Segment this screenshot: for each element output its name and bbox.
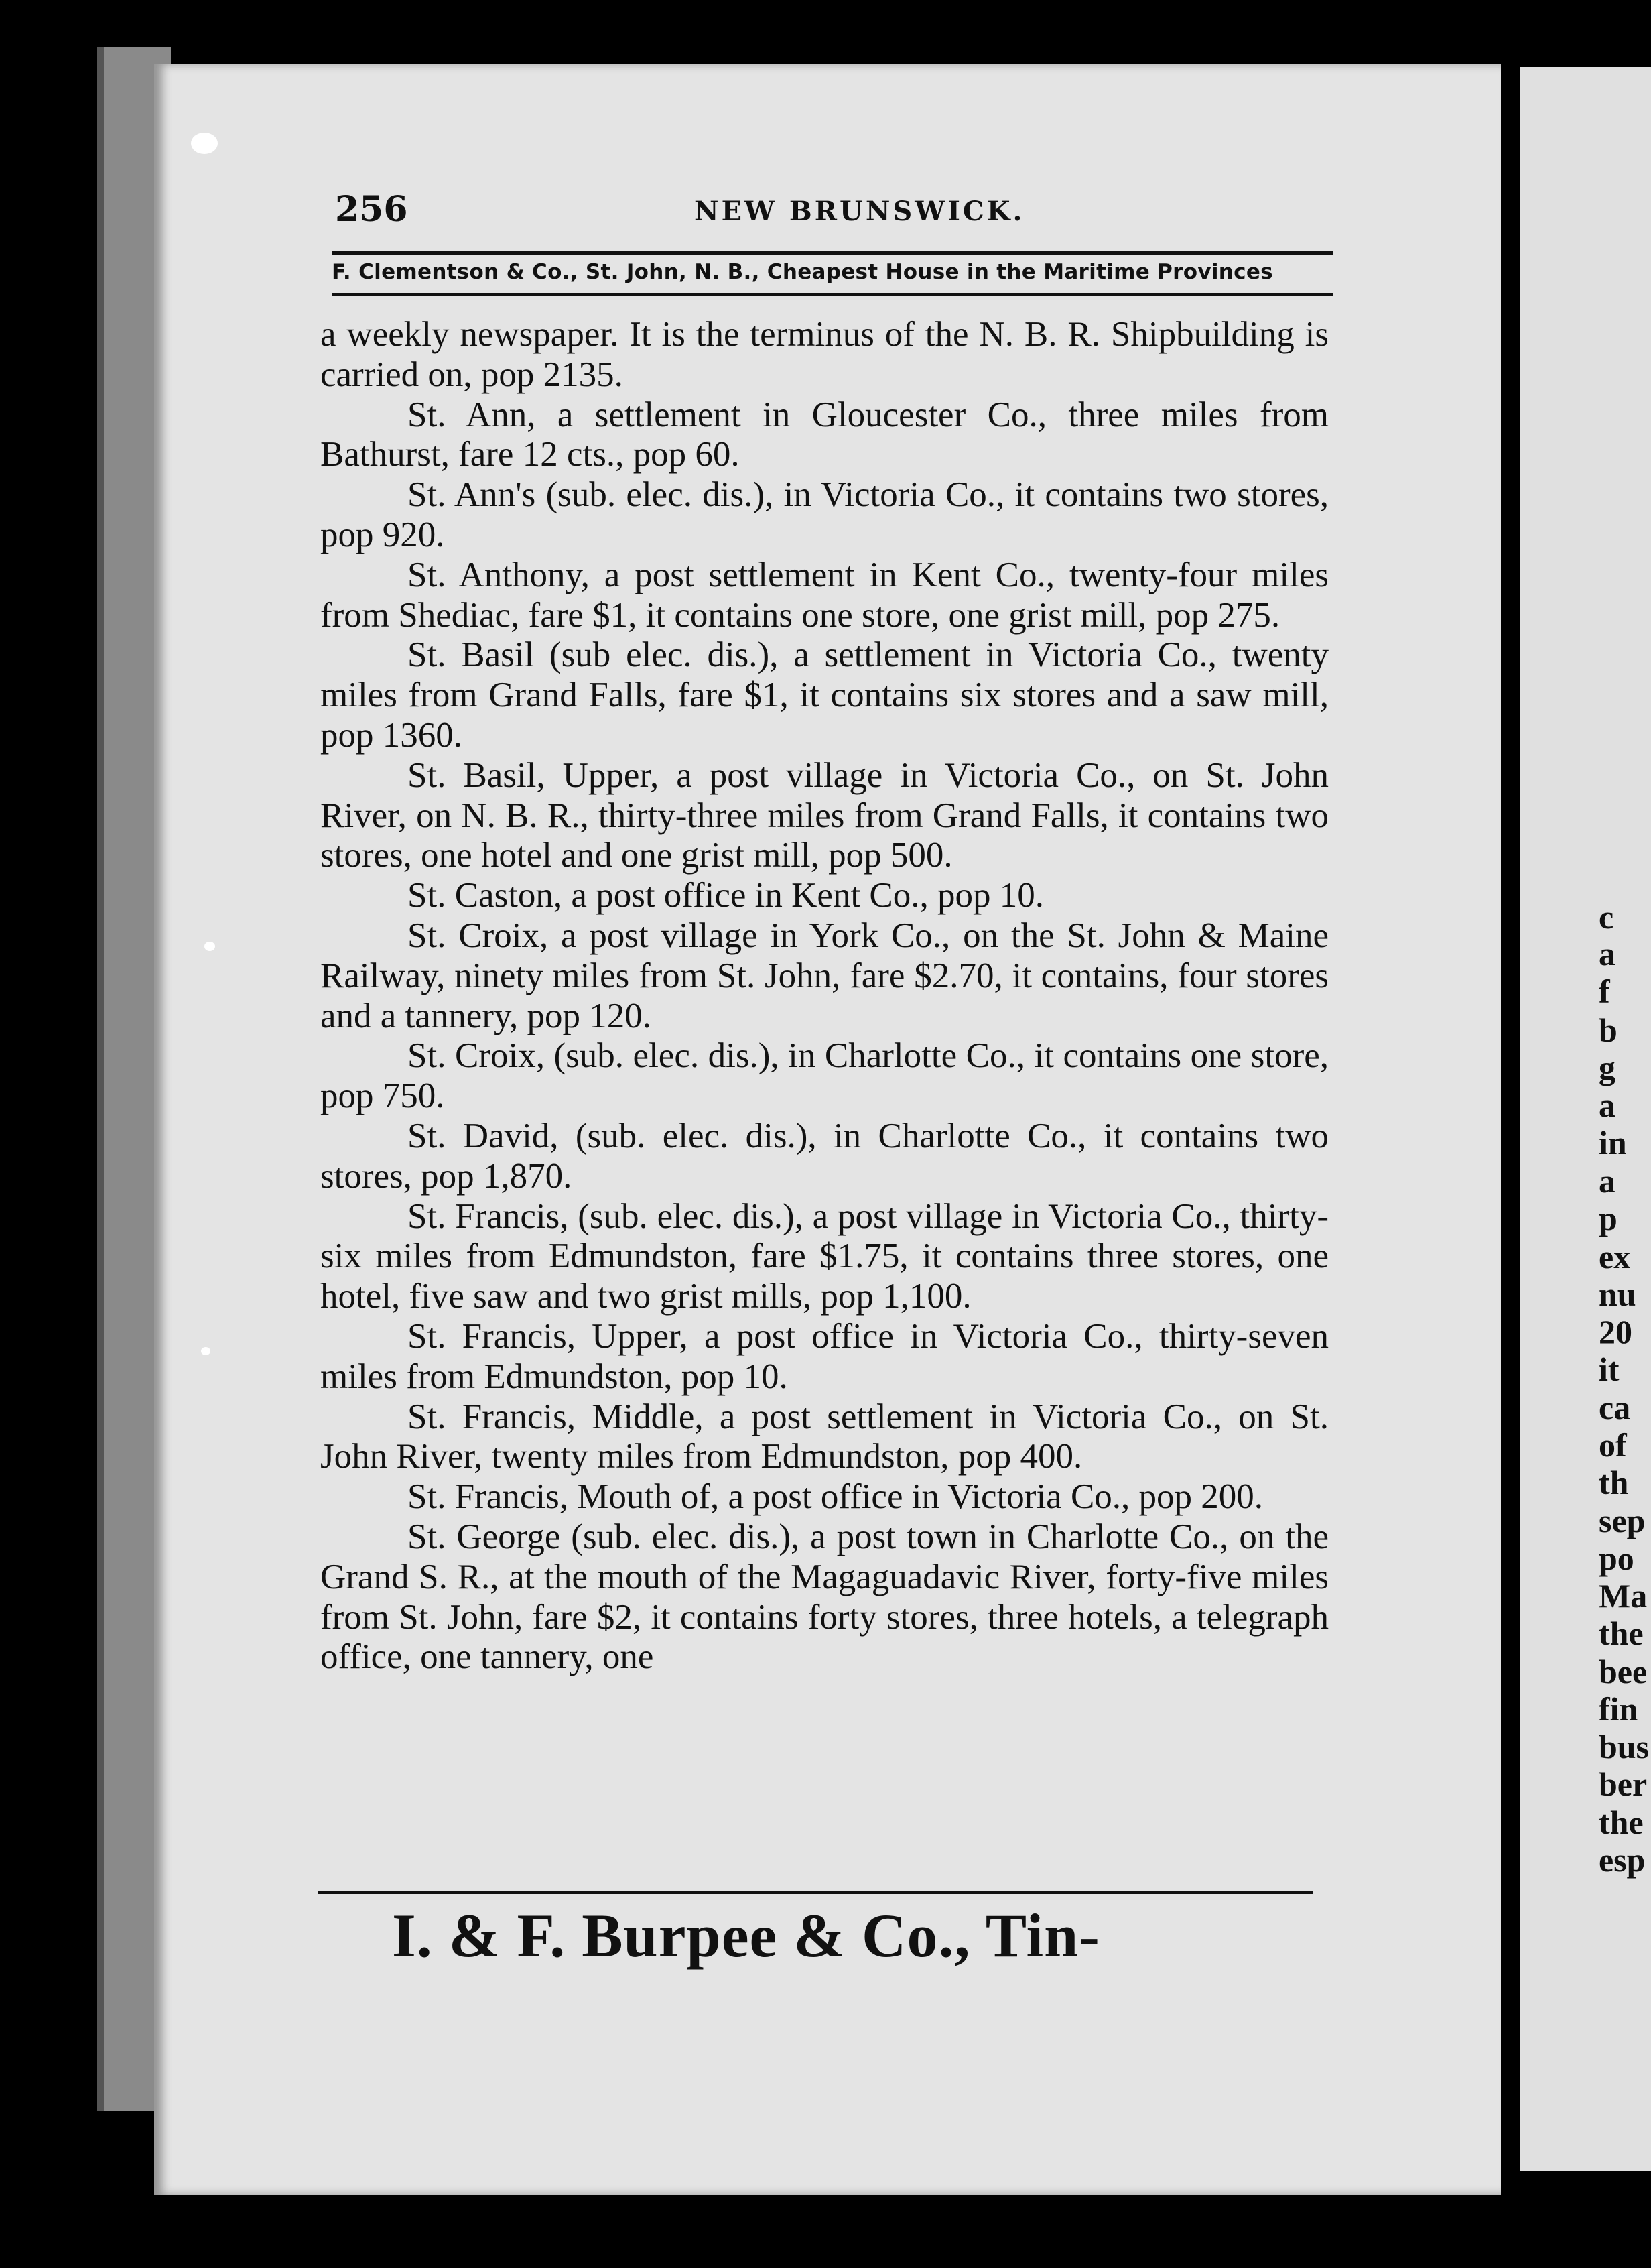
fragment-text: c [1599,898,1614,936]
entry-paragraph: St. Croix, (sub. elec. dis.), in Charlotte Co., it contains one store, pop 750. [320,1036,1329,1116]
entry-paragraph: St. Basil (sub elec. dis.), a settlement in Victoria Co., twenty miles from Grand Falls, fare $1, it contains six stores and a saw mill, pop 1360. [320,635,1329,755]
advertisement-banner: F. Clementson & Co., St. John, N. B., Cheapest House in the Maritime Provinces [332,260,1273,284]
entry-paragraph: St. Anthony, a post settlement in Kent Co., twenty-four miles from Shediac, fare $1, it contains one store, one grist mill, pop 275. [320,555,1329,635]
fragment-text: a [1599,935,1615,972]
footer-advertisement: I. & F. Burpee & Co., Tin- [392,1901,1100,1970]
fragment-text: po [1599,1539,1634,1577]
running-title: NEW BRUNSWICK. [694,196,1025,227]
entry-paragraph: St. Francis, Upper, a post office in Victoria Co., thirty-seven miles from Edmundston, pop 10. [320,1316,1329,1396]
fragment-text: the [1599,1804,1644,1841]
fragment-text: Ma [1599,1577,1648,1615]
entry-paragraph: St. Ann, a settlement in Gloucester Co., three miles from Bathurst, fare 12 cts., pop 60. [320,395,1329,475]
entry-paragraph: St. Croix, a post village in York Co., on the St. John & Maine Railway, ninety miles from St. John, fare $2.70, it contains, four stores and a tannery, pop 120. [320,916,1329,1035]
entry-paragraph: a weekly newspaper. It is the terminus of the N. B. R. Shipbuilding is carried on, pop 2135. [320,315,1329,394]
fragment-text: ex [1599,1238,1631,1275]
fragment-text: it [1599,1350,1620,1388]
entry-paragraph: St. Basil, Upper, a post village in Victoria Co., on St. John River, on N. B. R., thirty-three miles from Grand Falls, it contains two stores, one hotel and one grist mill, pop 500. [320,755,1329,875]
fragment-text: p [1599,1200,1617,1237]
fragment-text: ber [1599,1765,1648,1803]
fragment-text: th [1599,1464,1629,1501]
fragment-text: of [1599,1426,1627,1464]
fragment-text: b [1599,1011,1617,1049]
adjacent-page-fragment [1520,67,1651,2171]
entry-paragraph: St. Francis, Middle, a post settlement in Victoria Co., on St. John River, twenty miles from Edmundston, pop 400. [320,1397,1329,1476]
entry-paragraph: St. Francis, (sub. elec. dis.), a post village in Victoria Co., thirty-six miles from Edmundston, fare $1.75, it contains three stores, one hotel, five saw and two grist mills, pop 1,100. [320,1196,1329,1316]
fragment-text: g [1599,1049,1615,1086]
entry-paragraph: St. Francis, Mouth of, a post office in Victoria Co., pop 200. [407,1477,1264,1517]
page-number: 256 [335,189,408,230]
scan-speck [204,942,215,951]
fragment-text: bus [1599,1728,1650,1765]
entry-paragraph: St. Ann's (sub. elec. dis.), in Victoria Co., it contains two stores, pop 920. [320,475,1329,554]
fragment-text: in [1599,1124,1627,1161]
fragment-text: a [1599,1162,1615,1200]
fragment-text: ca [1599,1389,1631,1426]
fragment-text: the [1599,1615,1644,1652]
fragment-text: fin [1599,1690,1638,1728]
fragment-text: esp [1599,1841,1646,1879]
banner-rule [332,293,1333,296]
footer-rule [318,1891,1313,1894]
fragment-text: 20 [1599,1313,1632,1350]
fragment-text: sep [1599,1502,1646,1539]
header-rule [332,251,1333,255]
gazetteer-entries [320,315,1329,1678]
entry-paragraph: St. George (sub. elec. dis.), a post town in Charlotte Co., on the Grand S. R., at the mouth of the Magaguadavic River, forty-five miles from St. John, fare $2, it contains forty stores, three hotels, a telegraph office, one tannery, one [320,1517,1329,1677]
fragment-text: nu [1599,1275,1636,1313]
entry-paragraph: St. Caston, a post office in Kent Co., pop 10. [407,876,1045,916]
page-header [335,189,1340,236]
fragment-text: a [1599,1086,1615,1124]
scan-speck [201,1347,210,1355]
scan-speck [191,133,218,154]
entry-paragraph: St. David, (sub. elec. dis.), in Charlotte Co., it contains two stores, pop 1,870. [320,1116,1329,1196]
fragment-text: bee [1599,1653,1648,1690]
fragment-text: f [1599,972,1610,1010]
